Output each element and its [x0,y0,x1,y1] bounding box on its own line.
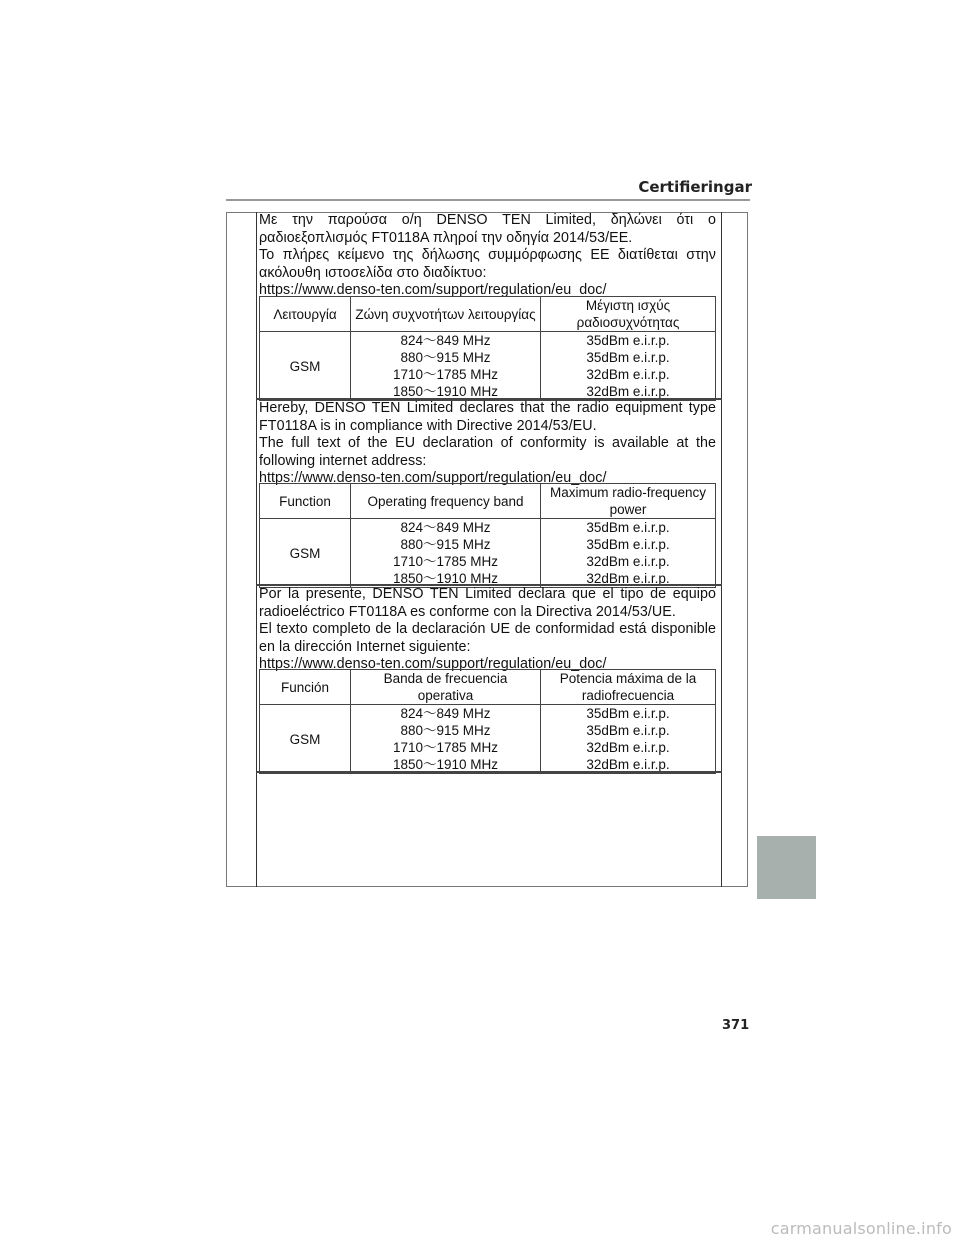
power-value: 35dBm e.i.r.p. [586,723,670,738]
band-value: 824～849 MHz [400,706,491,721]
declaration-block-english [256,400,722,488]
band-value: 1710～1785 MHz [392,554,499,569]
block-divider [256,771,722,773]
cell-function: GSM [260,332,351,401]
spec-table-greek [259,296,716,401]
band-value: 880～915 MHz [400,537,491,552]
power-value: 32dBm e.i.r.p. [586,554,670,569]
declaration-url: https://www.denso-ten.com/support/regulation/eu_doc/ [259,656,607,673]
chapter-side-tab [757,836,816,899]
band-value: 880～915 MHz [400,350,491,365]
page-number: 371 [722,1018,750,1033]
section-title: Certifieringar [638,178,752,196]
declaration-paragraph: Με την παρούσα ο/η DENSO TEN Limited, δηλώνει ότι ο ραδιοεξοπλισμός FT0118A πληροί την οδηγία 2014/53/ΕΕ. [259,212,716,246]
header-function: Function [260,484,351,519]
declaration-paragraph: The full text of the EU declaration of conformity is available at the following internet address: [259,435,716,469]
power-value: 32dBm e.i.r.p. [586,571,670,586]
declaration-paragraph: Το πλήρες κείμενο της δήλωσης συμμόρφωσης ΕΕ διατίθεται στην ακόλουθη ιστοσελίδα στο διαδίκτυο: [259,247,716,281]
header-function: Λειτουργία [260,297,351,332]
cell-powers [541,332,716,401]
power-value: 32dBm e.i.r.p. [586,757,670,772]
declaration-paragraph: El texto completo de la declaración UE de conformidad está disponible en la dirección Internet siguiente: [259,621,716,655]
cell-function: GSM [260,519,351,588]
power-value: 35dBm e.i.r.p. [586,520,670,535]
cell-powers [541,705,716,774]
power-value: 35dBm e.i.r.p. [586,537,670,552]
cell-powers [541,519,716,588]
header-frequency-band: Ζώνη συχνοτήτων λειτουργίας [351,297,541,332]
power-value: 35dBm e.i.r.p. [586,706,670,721]
power-value: 35dBm e.i.r.p. [586,350,670,365]
header-max-power: Μέγιστη ισχύς ραδιοσυχνότητας [541,297,716,332]
band-value: 1710～1785 MHz [392,740,499,755]
declaration-block-greek [256,212,722,300]
power-value: 32dBm e.i.r.p. [586,367,670,382]
header-max-power: Maximum radio-frequency power [541,484,716,519]
declaration-paragraph: Por la presente, DENSO TEN Limited declara que el tipo de equipo radioeléctrico FT0118A es conforme con la Directiva 2014/53/UE. [259,586,716,620]
band-value: 824～849 MHz [400,520,491,535]
table-header-row [260,670,716,705]
table-header-row [260,297,716,332]
table-header-row [260,484,716,519]
cell-function: GSM [260,705,351,774]
cell-bands [351,332,541,401]
declaration-url: https://www.denso-ten.com/support/regulation/eu_doc/ [259,470,607,487]
band-value: 1710～1785 MHz [392,367,499,382]
cell-bands [351,705,541,774]
spec-table-english [259,483,716,588]
band-value: 880～915 MHz [400,723,491,738]
table-row [260,332,716,401]
band-value: 824～849 MHz [400,333,491,348]
declaration-block-spanish [256,586,722,674]
cell-bands [351,519,541,588]
header-max-power: Potencia máxima de la radiofrecuencia [541,670,716,705]
table-row [260,519,716,588]
header-frequency-band: Banda de frecuencia operativa [351,670,541,705]
band-value: 1850～1910 MHz [392,384,499,399]
table-row [260,705,716,774]
header-function: Función [260,670,351,705]
power-value: 32dBm e.i.r.p. [586,740,670,755]
band-value: 1850～1910 MHz [392,757,499,772]
power-value: 32dBm e.i.r.p. [586,384,670,399]
declaration-url: https://www.denso-ten.com/support/regulation/eu_doc/ [259,282,607,299]
power-value: 35dBm e.i.r.p. [586,333,670,348]
spec-table-spanish [259,669,716,774]
header-frequency-band: Operating frequency band [351,484,541,519]
declaration-paragraph: Hereby, DENSO TEN Limited declares that the radio equipment type FT0118A is in compliance with Directive 2014/53/EU. [259,400,716,434]
watermark: carmanualsonline.info [770,1219,952,1238]
band-value: 1850～1910 MHz [392,571,499,586]
header-rule [226,199,750,201]
